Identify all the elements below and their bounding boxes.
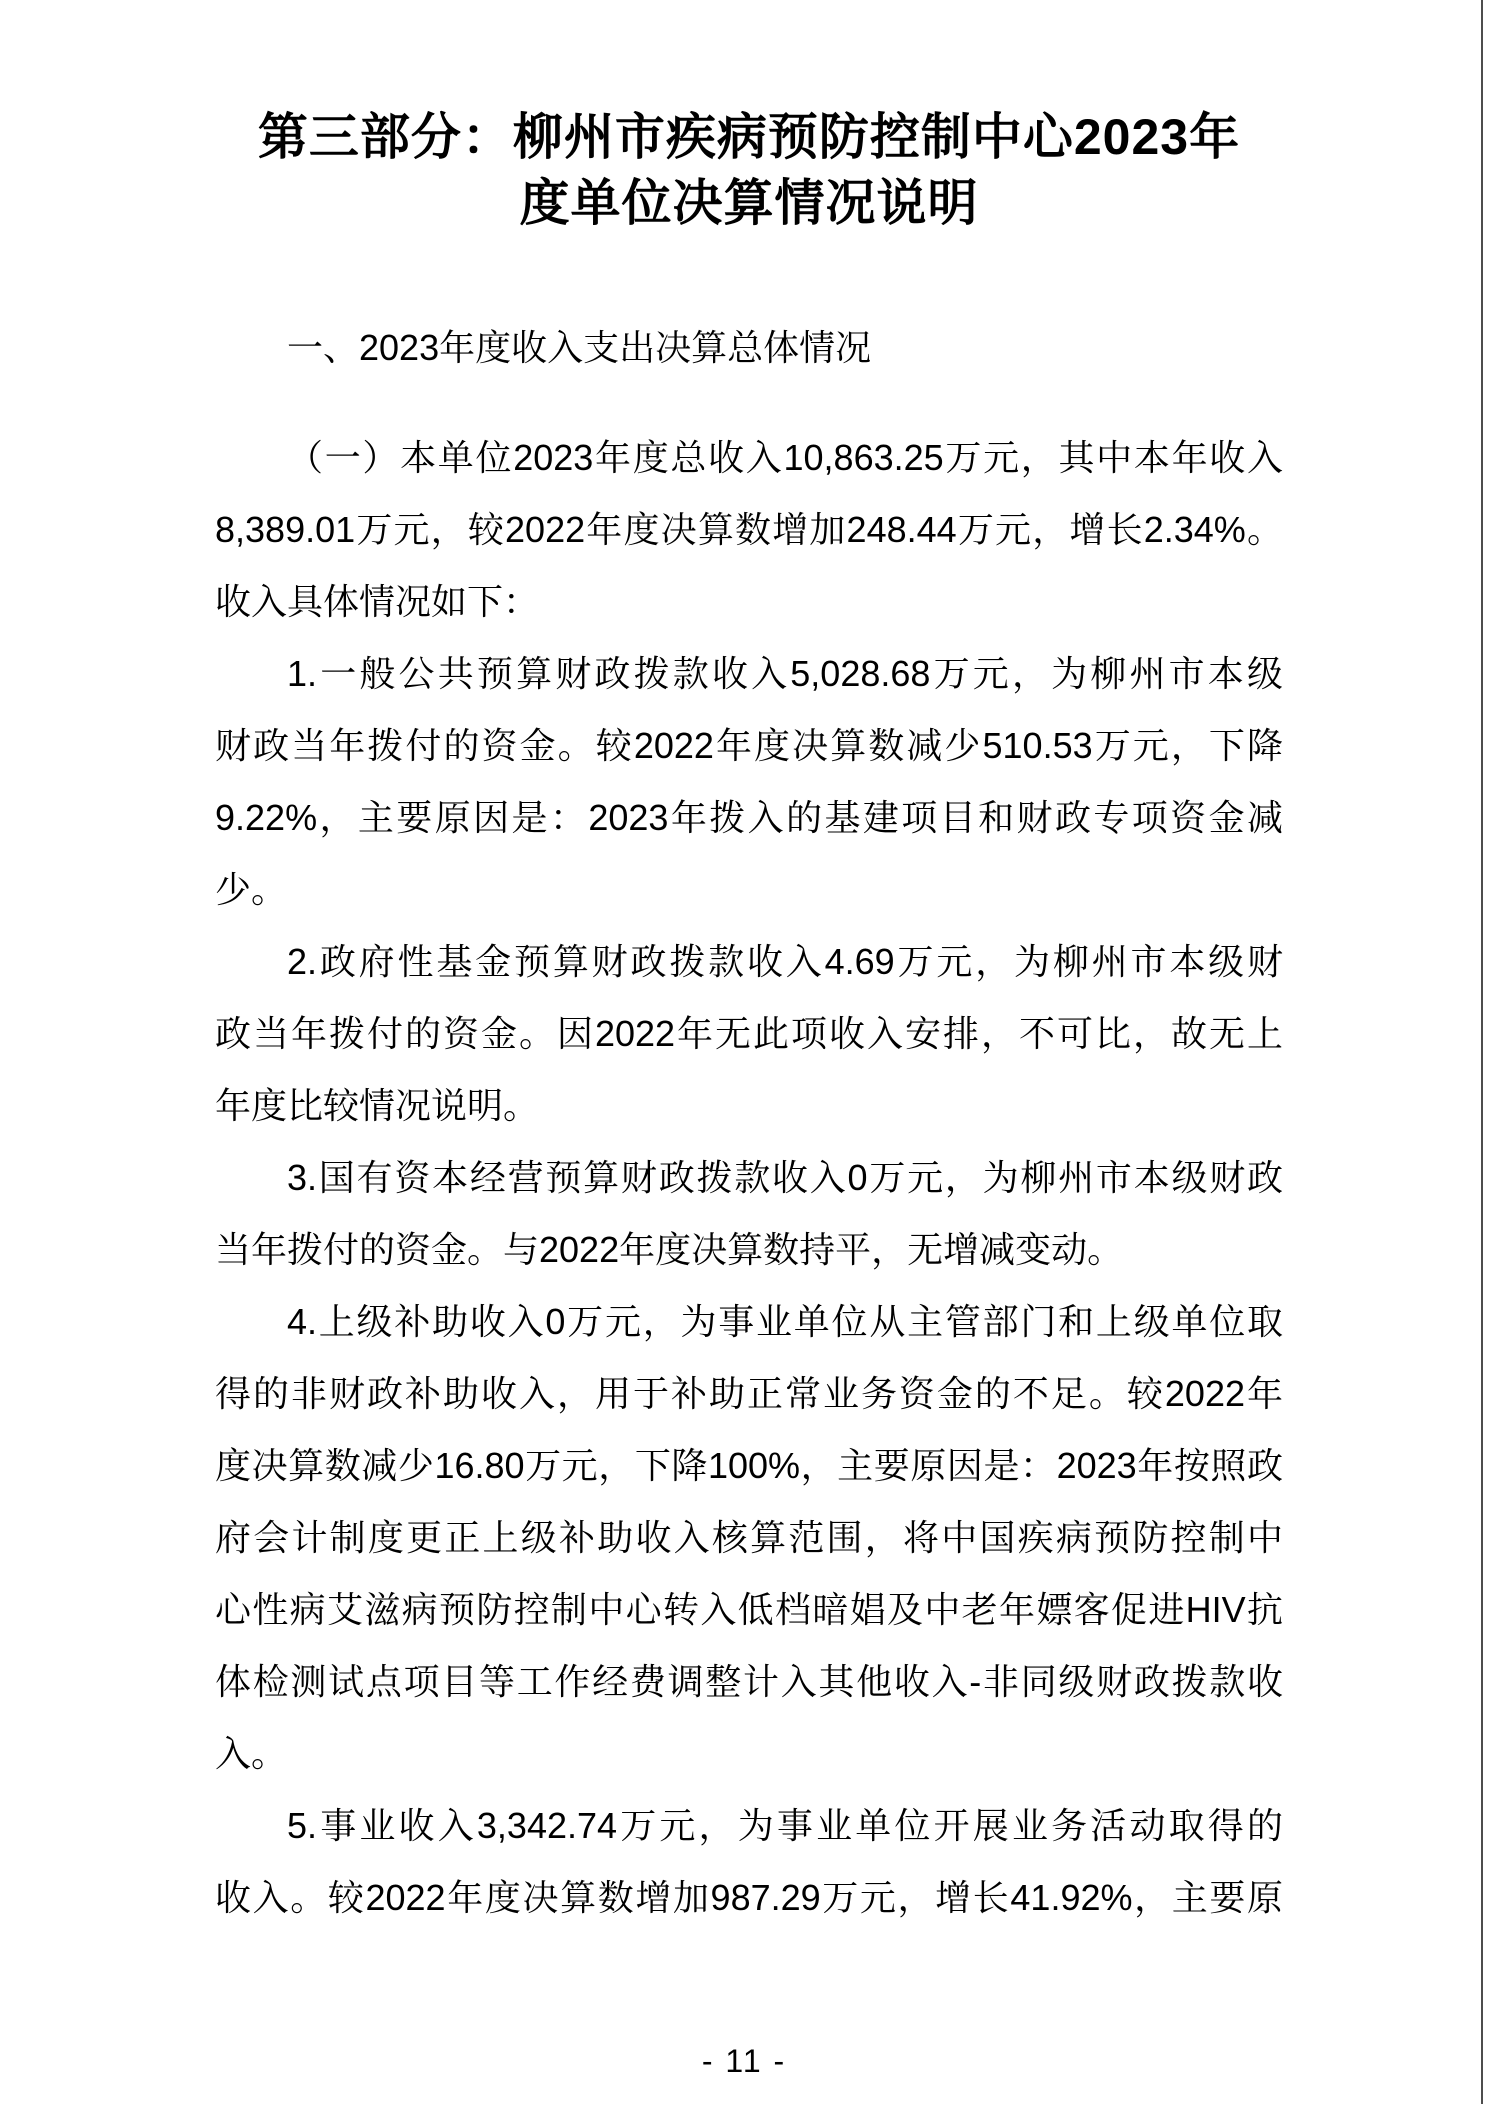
paragraph [215, 1286, 1283, 1790]
body-line: 2.政府性基金预算财政拨款收入4.69万元，为柳州市本级财 [287, 941, 1283, 982]
body-line: 财政当年拨付的资金。较2022年度决算数减少510.53万元，下降 [215, 725, 1283, 766]
paragraph [215, 1142, 1283, 1286]
paragraph [215, 422, 1283, 638]
page-content [215, 0, 1283, 1934]
body-line: 府会计制度更正上级补助收入核算范围，将中国疾病预防控制中 [215, 1517, 1283, 1558]
paragraph [215, 926, 1283, 1142]
paragraph [215, 638, 1283, 926]
body-line: （一）本单位2023年度总收入10,863.25万元，其中本年收入 [287, 437, 1283, 478]
paragraph [215, 1790, 1283, 1934]
body-paragraphs [215, 422, 1283, 1934]
body-line: 年度比较情况说明。 [215, 1085, 540, 1126]
document-title [215, 0, 1283, 236]
body-line: 体检测试点项目等工作经费调整计入其他收入-非同级财政拨款收 [215, 1661, 1283, 1702]
body-line: 1.一般公共预算财政拨款收入5,028.68万元，为柳州市本级 [287, 653, 1283, 694]
body-line: 4.上级补助收入0万元，为事业单位从主管部门和上级单位取 [287, 1301, 1283, 1342]
scan-edge-line [1481, 0, 1483, 2104]
section-heading: 一、2023年度收入支出决算总体情况 [287, 327, 872, 368]
body-line: 入。 [215, 1733, 288, 1774]
body-line: 心性病艾滋病预防控制中心转入低档暗娼及中老年嫖客促进HIV抗 [215, 1589, 1283, 1630]
body-line: 收入具体情况如下： [215, 581, 540, 622]
body-line: 5.事业收入3,342.74万元，为事业单位开展业务活动取得的 [287, 1805, 1283, 1846]
body-line: 8,389.01万元，较2022年度决算数增加248.44万元，增长2.34%。 [215, 509, 1283, 550]
document-title-line-2: 度单位决算情况说明 [519, 175, 979, 231]
page-number: - 11 - [701, 2043, 787, 2079]
body-line: 9.22%，主要原因是：2023年拨入的基建项目和财政专项资金减 [215, 797, 1283, 838]
body-line: 3.国有资本经营预算财政拨款收入0万元，为柳州市本级财政 [287, 1157, 1283, 1198]
body-line: 度决算数减少16.80万元，下降100%，主要原因是：2023年按照政 [215, 1445, 1283, 1486]
body-line: 政当年拨付的资金。因2022年无此项收入安排，不可比，故无上 [215, 1013, 1283, 1054]
document-title-line-1: 第三部分：柳州市疾病预防控制中心2023年 [257, 109, 1241, 165]
body-line: 收入。较2022年度决算数增加987.29万元，增长41.92%，主要原 [215, 1877, 1283, 1918]
body-line: 当年拨付的资金。与2022年度决算数持平，无增减变动。 [215, 1229, 1124, 1270]
body-line: 得的非财政补助收入，用于补助正常业务资金的不足。较2022年 [215, 1373, 1283, 1414]
body-line: 少。 [215, 869, 288, 910]
